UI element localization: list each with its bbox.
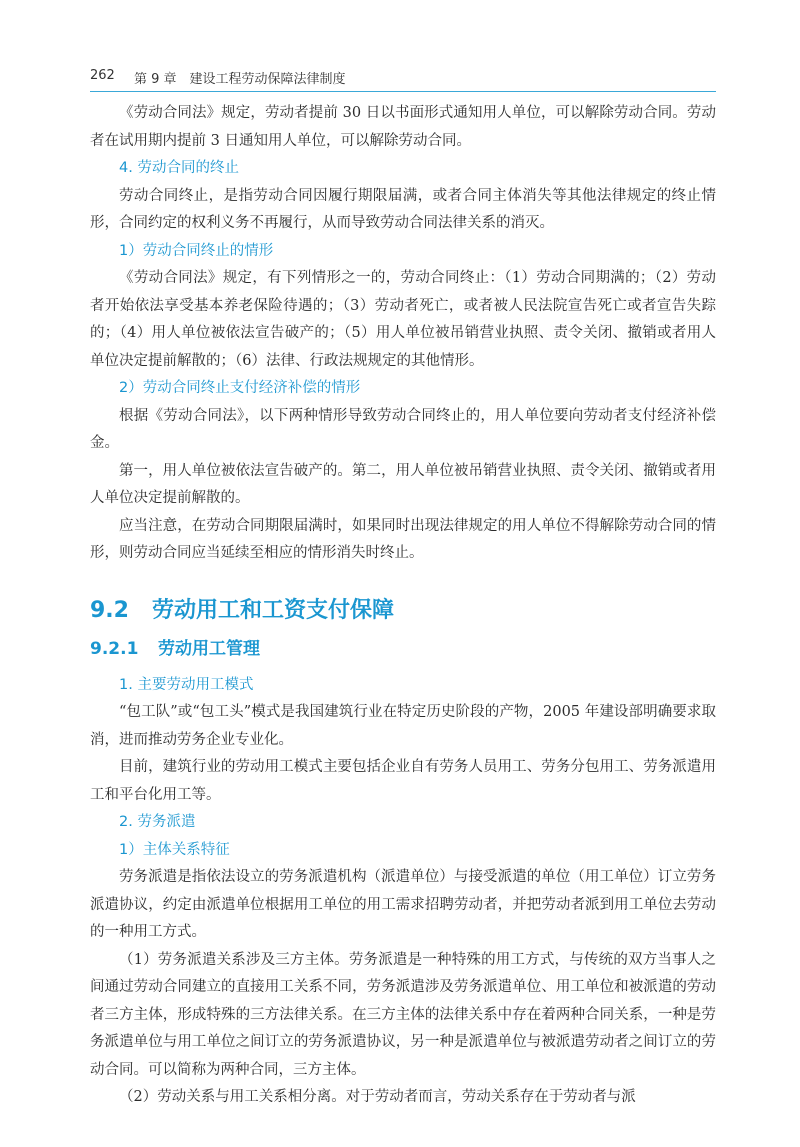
paragraph: 目前，建筑行业的劳动用工模式主要包括企业自有劳务人员用工、劳务分包用工、劳务派遣用工和平台化用工等。 xyxy=(90,759,716,803)
heading-labor-dispatch: 2. 劳务派遣 xyxy=(119,814,196,830)
subsection-heading xyxy=(90,634,716,664)
paragraph: 根据《劳动合同法》，以下两种情形导致劳动合同终止的，用人单位要向劳动者支付经济补偿金。 xyxy=(90,407,716,451)
heading-subject-relations: 1）主体关系特征 xyxy=(119,841,230,858)
paragraph: 应当注意，在劳动合同期限届满时，如果同时出现法律规定的用人单位不得解除劳动合同的情形，则劳动合同应当延续至相应的情形消失时终止。 xyxy=(90,517,716,561)
paragraph: 劳务派遣是指依法设立的劳务派遣机构（派遣单位）与接受派遣的单位（用工单位）订立劳务派遣协议，约定由派遣单位根据用工单位的用工需求招聘劳动者，并把劳动者派到用工单位去劳动的一种用工方式。 xyxy=(90,869,716,940)
header-rule xyxy=(90,91,716,92)
section-number: 9.2 xyxy=(90,597,129,623)
subsection-title: 劳动用工管理 xyxy=(158,638,260,659)
section-title: 劳动用工和工资支付保障 xyxy=(152,597,395,623)
paragraph: 《劳动合同法》规定，劳动者提前 30 日以书面形式通知用人单位，可以解除劳动合同。劳动者在试用期内提前 3 日通知用人单位，可以解除劳动合同。 xyxy=(90,105,716,149)
chapter-title: 第 9 章 建设工程劳动保障法律制度 xyxy=(134,72,346,87)
heading-contract-termination: 4. 劳动合同的终止 xyxy=(119,160,239,176)
paragraph: 第一，用人单位被依法宣告破产的。第二，用人单位被吊销营业执照、责令关闭、撤销或者用人单位决定提前解散的。 xyxy=(90,462,716,506)
paragraph: 劳动合同终止，是指劳动合同因履行期限届满，或者合同主体消失等其他法律规定的终止情形，合同约定的权利义务不再履行，从而导致劳动合同法律关系的消灭。 xyxy=(90,187,716,231)
section-heading xyxy=(90,594,716,628)
paragraph: （2）劳动关系与用工关系相分离。对于劳动者而言，劳动关系存在于劳动者与派 xyxy=(119,1089,636,1105)
heading-employment-models: 1. 主要劳动用工模式 xyxy=(119,676,254,693)
page-number: 262 xyxy=(90,68,115,83)
subsection-number: 9.2.1 xyxy=(90,638,139,659)
paragraph: “包工队”或“包工头”模式是我国建筑行业在特定历史阶段的产物，2005 年建设部明确要求取消，进而推动劳务企业专业化。 xyxy=(90,704,716,748)
heading-termination-situations: 1）劳动合同终止的情形 xyxy=(119,242,274,259)
paragraph: 《劳动合同法》规定，有下列情形之一的，劳动合同终止：（1）劳动合同期满的；（2）劳动者开始依法享受基本养老保险待遇的；（3）劳动者死亡，或者被人民法院宣告死亡或者宣告失踪的；（4）用人单位被依法宣告破产的；（5）用人单位被吊销营业执照、责令关闭、撤销或者用人单位决定提前解散的；（6）法律、行政法规规定的其他情形。 xyxy=(90,270,716,369)
paragraph: （1）劳务派遣关系涉及三方主体。劳务派遣是一种特殊的用工方式，与传统的双方当事人之间通过劳动合同建立的直接用工关系不同，劳务派遣涉及劳务派遣单位、用工单位和被派遣的劳动者三方主体，形成特殊的三方法律关系。在三方主体的法律关系中存在着两种合同关系，一种是劳务派遣单位与用工单位之间订立的劳务派遣协议，另一种是派遣单位与被派遣劳动者之间订立的劳动合同。可以简称为两种合同，三方主体。 xyxy=(90,951,716,1078)
heading-termination-compensation: 2）劳动合同终止支付经济补偿的情形 xyxy=(119,380,361,396)
page-body xyxy=(90,100,716,1112)
